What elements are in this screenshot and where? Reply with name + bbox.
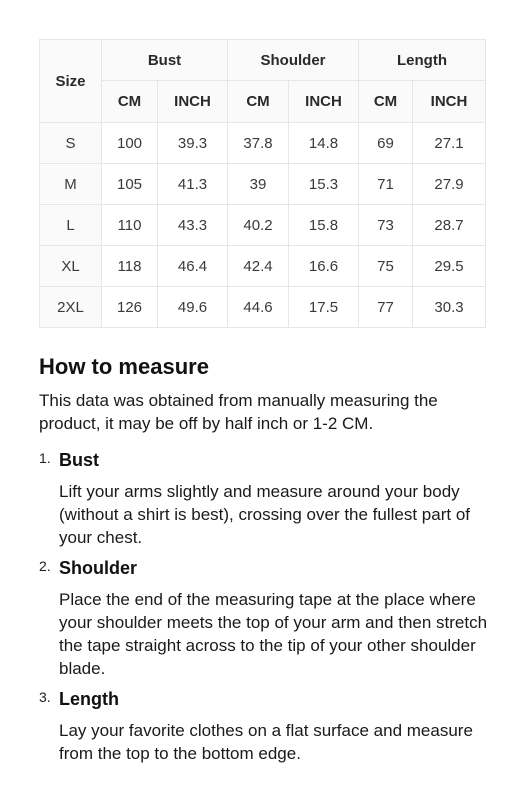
table-row	[40, 287, 486, 328]
table-cell: 44.6	[228, 287, 289, 328]
table-cell: 30.3	[413, 287, 486, 328]
table-cell: 126	[102, 287, 158, 328]
unit-header: CM	[359, 81, 413, 123]
table-cell: 16.6	[289, 246, 359, 287]
unit-header: CM	[102, 81, 158, 123]
table-cell: 71	[359, 164, 413, 205]
table-cell: 37.8	[228, 123, 289, 164]
bust-header: Bust	[102, 40, 228, 81]
step-number: 3.	[39, 689, 51, 705]
section-title: How to measure	[39, 354, 209, 379]
table-cell: 40.2	[228, 205, 289, 246]
step-bust	[39, 447, 499, 549]
step-number: 1.	[39, 450, 51, 466]
table-cell: 14.8	[289, 123, 359, 164]
step-description: Place the end of the measuring tape at the place where your shoulder meets the top of your arm and then stretch the tape straight across to the tip of your other shoulder blade.	[59, 590, 488, 678]
table-cell: 105	[102, 164, 158, 205]
table-cell: 15.3	[289, 164, 359, 205]
table-cell: 110	[102, 205, 158, 246]
table-cell: 118	[102, 246, 158, 287]
table-cell: 100	[102, 123, 158, 164]
unit-header: INCH	[158, 81, 228, 123]
table-cell: 39.3	[158, 123, 228, 164]
size-cell: XL	[40, 246, 102, 287]
step-description: Lay your favorite clothes on a flat surface and measure from the top to the bottom edge.	[59, 721, 473, 763]
table-cell: 77	[359, 287, 413, 328]
size-cell: 2XL	[40, 287, 102, 328]
table-cell: 27.1	[413, 123, 486, 164]
unit-header: CM	[228, 81, 289, 123]
table-cell: 41.3	[158, 164, 228, 205]
table-cell: 46.4	[158, 246, 228, 287]
table-cell: 28.7	[413, 205, 486, 246]
table-cell: 43.3	[158, 205, 228, 246]
table-cell: 69	[359, 123, 413, 164]
table-row	[40, 205, 486, 246]
step-title: Bust	[59, 450, 99, 470]
table-cell: 27.9	[413, 164, 486, 205]
measure-steps-list	[39, 447, 499, 765]
table-row	[40, 164, 486, 205]
table-cell: 17.5	[289, 287, 359, 328]
unit-header: INCH	[413, 81, 486, 123]
step-number: 2.	[39, 558, 51, 574]
shoulder-header: Shoulder	[228, 40, 359, 81]
size-cell: M	[40, 164, 102, 205]
unit-header: INCH	[289, 81, 359, 123]
table-cell: 42.4	[228, 246, 289, 287]
table-unit-header-row	[40, 81, 486, 123]
size-chart-table	[39, 39, 486, 328]
table-cell: 73	[359, 205, 413, 246]
table-group-header-row	[40, 40, 486, 81]
table-cell: 39	[228, 164, 289, 205]
table-cell: 75	[359, 246, 413, 287]
table-cell: 15.8	[289, 205, 359, 246]
step-shoulder	[39, 555, 499, 680]
length-header: Length	[359, 40, 486, 81]
step-title: Shoulder	[59, 558, 138, 578]
step-description: Lift your arms slightly and measure around your body (without a shirt is best), crossing over the fullest part of your chest.	[59, 482, 471, 547]
size-header: Size	[40, 40, 102, 123]
how-to-measure-section	[39, 352, 499, 771]
table-cell: 49.6	[158, 287, 228, 328]
table-row	[40, 123, 486, 164]
step-length	[39, 686, 499, 765]
intro-text: This data was obtained from manually measuring the product, it may be off by half inch or 1-2 CM.	[39, 391, 438, 433]
table-cell: 29.5	[413, 246, 486, 287]
step-title: Length	[59, 689, 119, 709]
size-cell: L	[40, 205, 102, 246]
table-row	[40, 246, 486, 287]
size-cell: S	[40, 123, 102, 164]
